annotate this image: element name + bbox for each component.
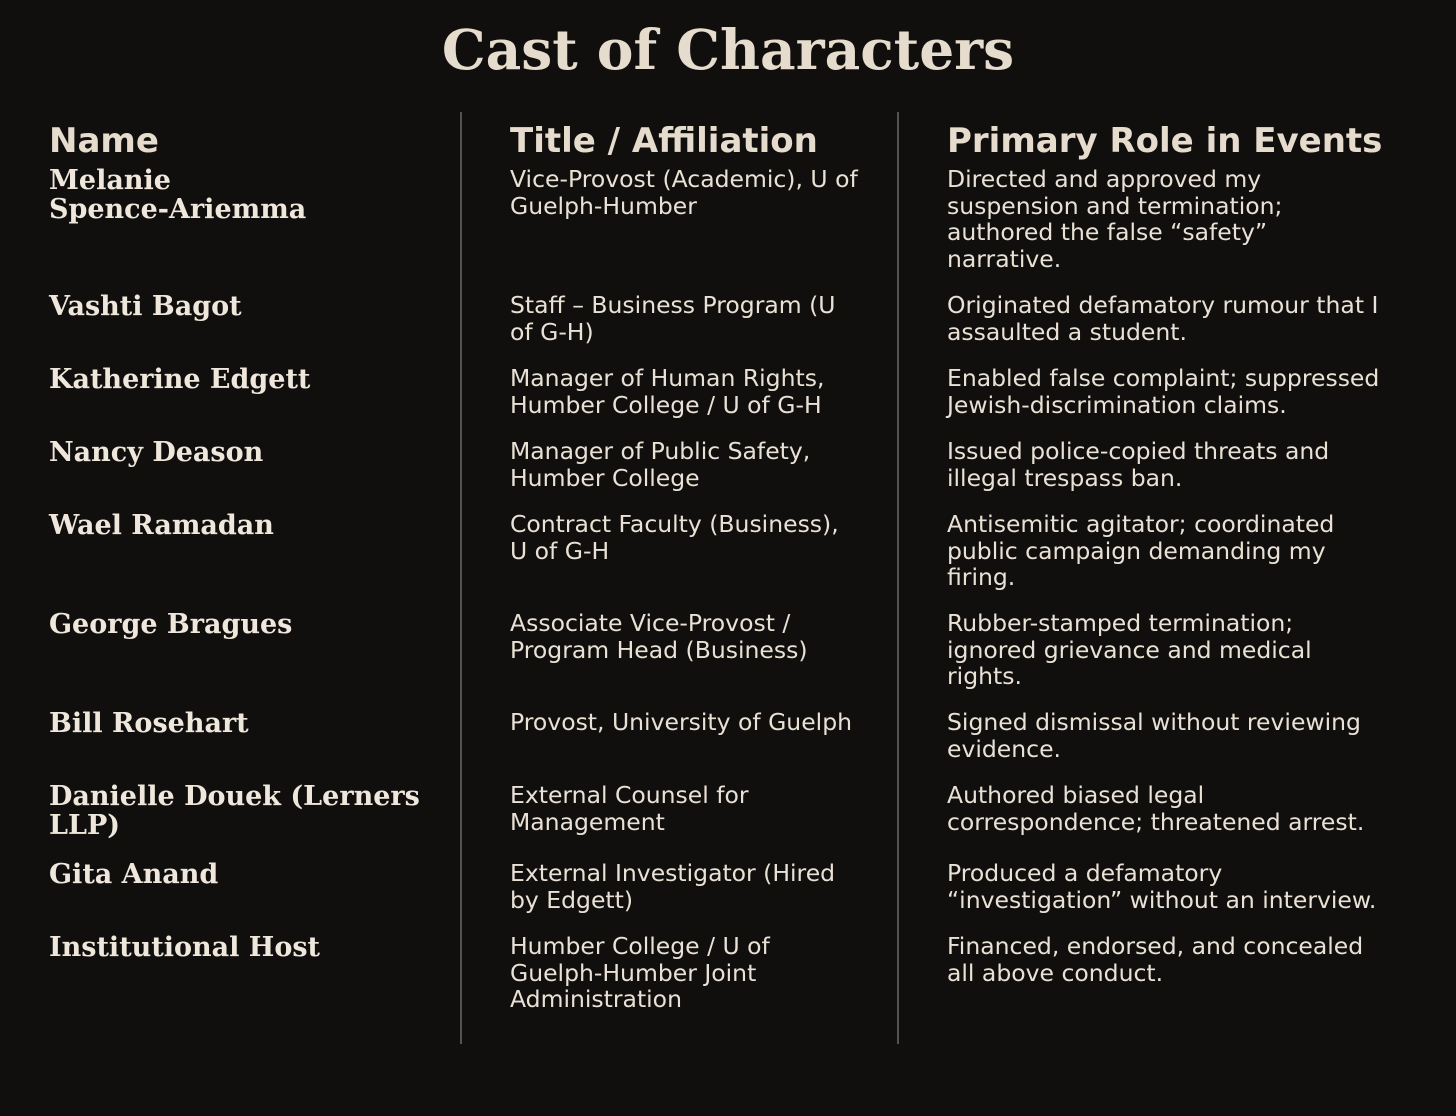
cast-affiliation-line: Associate Vice-Provost / [510,609,791,637]
cast-name [49,365,449,394]
cast-role-line: all above conduct. [947,958,1164,987]
cast-name-line: Katherine Edgett [49,364,311,395]
cast-affiliation-line: of G-H) [510,317,594,346]
cast-name-line: Gita Anand [49,859,219,890]
header-affiliation: Title / Affiliation [510,121,818,161]
cast-role-line: Financed, endorsed, and concealed [947,932,1364,960]
cast-affiliation [510,438,890,491]
cast-affiliation-line: Provost, University of Guelph [510,708,853,736]
cast-role [947,933,1407,986]
cast-name [49,933,449,962]
cast-name-line: Wael Ramadan [49,510,274,541]
column-divider [897,112,899,1044]
cast-role [947,438,1407,491]
cast-role-line: Antisemitic agitator; coordinated [947,510,1335,538]
cast-role [947,610,1407,690]
cast-role [947,511,1407,591]
cast-name-line: Bill Rosehart [49,708,249,739]
cast-affiliation-line: External Counsel for [510,781,749,809]
cast-name-line: Institutional Host [49,932,321,963]
cast-name-line: Melanie [49,165,171,196]
cast-name-line: LLP) [49,810,121,841]
cast-role-line: Rubber-stamped termination; [947,609,1294,637]
cast-affiliation-line: Program Head (Business) [510,635,808,664]
page-title: Cast of Characters [441,17,1015,82]
cast-affiliation [510,166,890,219]
cast-affiliation [510,709,890,736]
cast-affiliation-line: Staff – Business Program (U [510,291,836,319]
cast-role [947,365,1407,418]
cast-role-line: public campaign demanding my [947,536,1326,565]
cast-role-line: Produced a defamatory [947,859,1223,887]
cast-name [49,709,449,738]
cast-role-line: ignored grievance and medical [947,635,1312,664]
cast-name [49,511,449,540]
cast-role [947,782,1407,835]
cast-affiliation-line: by Edgett) [510,885,634,914]
cast-role-line: Enabled false complaint; suppressed [947,364,1380,392]
cast-name [49,438,449,467]
cast-affiliation-line: Guelph-Humber Joint [510,958,757,987]
cast-affiliation [510,511,890,564]
cast-name-line: Spence-Ariemma [49,194,307,225]
cast-role-line: authored the false “safety” [947,218,1268,246]
cast-affiliation-line: Contract Faculty (Business), [510,510,839,538]
cast-role-line: Directed and approved my [947,165,1262,193]
cast-affiliation-line: External Investigator (Hired [510,859,836,887]
cast-role-line: correspondence; threatened arrest. [947,807,1365,836]
cast-name-line: Vashti Bagot [49,291,242,322]
header-name: Name [49,121,159,161]
cast-affiliation [510,782,890,835]
cast-role [947,166,1407,272]
cast-name [49,292,449,321]
cast-name-line: Nancy Deason [49,437,264,468]
cast-role-line: illegal trespass ban. [947,463,1183,492]
cast-role-line: “investigation” without an interview. [947,885,1377,914]
cast-name [49,860,449,889]
cast-affiliation [510,860,890,913]
cast-affiliation-line: Humber College / U of [510,932,770,960]
cast-role-line: Authored biased legal [947,781,1205,809]
cast-role-line: assaulted a student. [947,317,1187,346]
cast-affiliation-line: Vice-Provost (Academic), U of [510,165,858,193]
cast-affiliation [510,933,890,1013]
cast-role-line: narrative. [947,244,1062,273]
cast-name-line: Danielle Douek (Lerners [49,781,420,812]
cast-affiliation [510,365,890,418]
cast-role [947,860,1407,913]
cast-role-line: Issued police-copied threats and [947,437,1330,465]
cast-name [49,782,449,840]
cast-affiliation-line: Manager of Public Safety, [510,437,811,465]
cast-affiliation-line: U of G-H [510,536,610,565]
cast-role-line: rights. [947,662,1022,690]
cast-role-line: firing. [947,563,1016,591]
cast-name [49,166,449,224]
cast-role [947,292,1407,345]
cast-affiliation-line: Humber College [510,463,700,492]
cast-name [49,610,449,639]
cast-affiliation-line: Guelph-Humber [510,191,697,220]
cast-affiliation-line: Management [510,807,665,836]
cast-affiliation [510,292,890,345]
cast-role-line: Originated defamatory rumour that I [947,291,1379,319]
cast-role-line: Jewish-discrimination claims. [947,390,1287,419]
cast-role-line: Signed dismissal without reviewing [947,708,1361,736]
cast-affiliation-line: Manager of Human Rights, [510,364,825,392]
cast-affiliation-line: Administration [510,985,682,1013]
cast-affiliation-line: Humber College / U of G-H [510,390,822,419]
cast-role-line: suspension and termination; [947,191,1283,220]
cast-affiliation [510,610,890,663]
cast-role-line: evidence. [947,734,1062,763]
header-role: Primary Role in Events [947,121,1383,161]
cast-role [947,709,1407,762]
column-divider [460,112,462,1044]
cast-name-line: George Bragues [49,609,293,640]
